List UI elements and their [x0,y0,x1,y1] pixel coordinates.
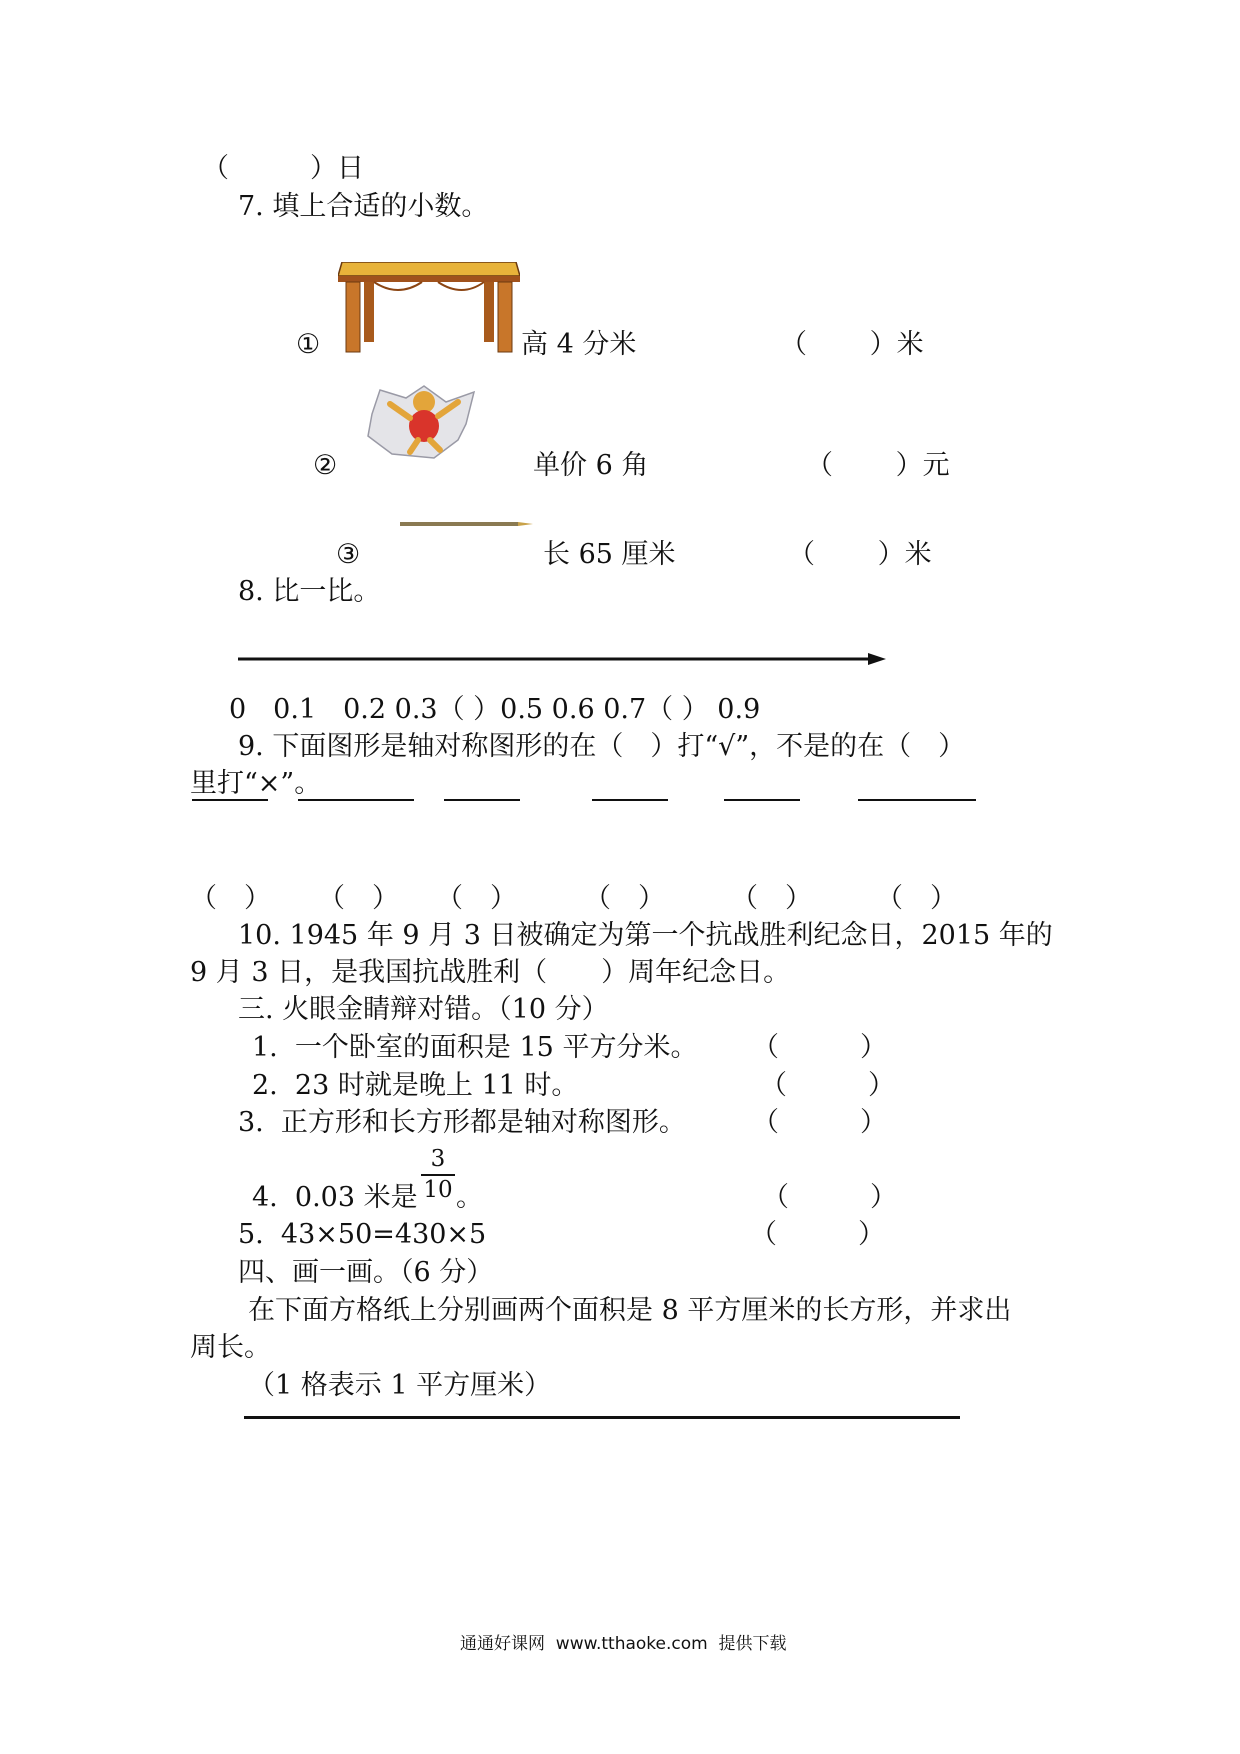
s3-item-4: 4. 0.03 米是 [252,1182,418,1213]
q7-title: 7. 填上合适的小数。 [238,191,489,222]
q9-paren-2: （ ） [318,883,399,914]
q7-3-num: ③ [336,539,361,570]
section3-title: 三. 火眼金睛辩对错。（10 分） [238,994,609,1025]
q8-title: 8. 比一比。 [238,576,381,607]
q10-line1: 10. 1945 年 9 月 3 日被确定为第一个抗战胜利纪念日，2015 年的 [238,920,1053,951]
s4-line3: （1 格表示 1 平方厘米） [248,1370,552,1401]
q9-blank-4 [592,799,668,801]
q7-2-num: ② [313,450,338,481]
number-line-arrow [238,651,888,667]
s3-item-4-paren: （ ） [762,1182,897,1213]
s3-item-3-paren: （ ） [752,1107,887,1138]
fraction-numerator: 3 [430,1146,446,1172]
q9-paren-1: （ ） [190,883,271,914]
q7-1-desc: 高 4 分米 [521,329,637,360]
q7-2-answer: （ ）元 [806,450,950,481]
s3-item-4-end: 。 [456,1182,483,1213]
section4-title: 四、画一画。（6 分） [238,1257,494,1288]
s3-item-2-paren: （ ） [760,1070,895,1101]
s4-line2: 周长。 [190,1332,271,1363]
q9-line2: 里打“×”。 [190,768,322,799]
s3-item-5: 5. 43×50=430×5 [238,1219,487,1250]
footer-text: 通通好课网 www.tthaoke.com 提供下载 [460,1634,787,1654]
q9-blank-2 [298,799,414,801]
q9-blank-3 [444,799,520,801]
s3-item-3: 3. 正方形和长方形都是轴对称图形。 [238,1107,686,1138]
fraction-bar [421,1174,455,1176]
q9-line1: 9. 下面图形是轴对称图形的在（ ）打“√”，不是的在（ ） [238,731,966,762]
s4-line1: 在下面方格纸上分别画两个面积是 8 平方厘米的长方形，并求出 [248,1295,1012,1326]
fraction-denominator: 10 [423,1177,453,1203]
q9-blank-6 [858,799,976,801]
q8-numbers: 0 0.1 0.2 0.3（ ）0.5 0.6 0.7（ ） 0.9 [229,694,761,725]
q9-paren-6: （ ） [876,883,957,914]
grid-paper-top-rule [244,1416,960,1419]
q7-1-num: ① [296,329,321,360]
q9-paren-4: （ ） [584,883,665,914]
line-day: （ ）日 [202,153,364,184]
eraser-image [362,380,482,462]
q7-2-desc: 单价 6 角 [533,450,649,481]
s3-item-2: 2. 23 时就是晚上 11 时。 [252,1070,579,1101]
s3-item-5-paren: （ ） [750,1219,885,1250]
stick-image [400,520,533,528]
q10-line2: 9 月 3 日，是我国抗战胜利（ ）周年纪念日。 [190,957,791,988]
q9-blank-5 [724,799,800,801]
q7-3-desc: 长 65 厘米 [543,539,676,570]
q9-paren-5: （ ） [731,883,812,914]
table-image [338,262,520,354]
q9-blank-1 [192,799,268,801]
s3-item-1: 1. 一个卧室的面积是 15 平方分米。 [252,1032,698,1063]
q7-3-answer: （ ）米 [788,539,932,570]
s3-item-1-paren: （ ） [752,1032,887,1063]
q9-paren-3: （ ） [436,883,517,914]
fraction-3-10 [421,1148,455,1202]
q7-1-answer: （ ）米 [780,329,924,360]
